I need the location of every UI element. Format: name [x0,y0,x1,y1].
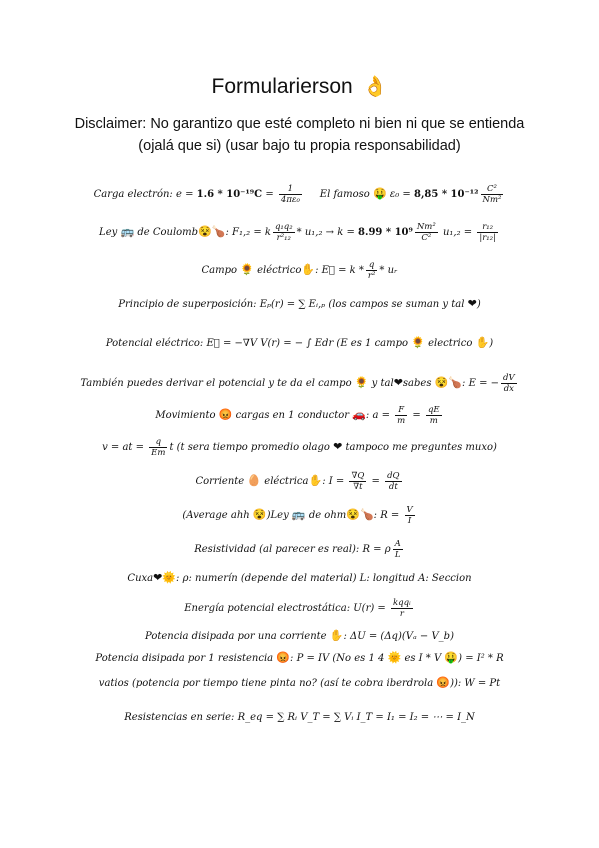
formula-text: Resistividad (al parecer es real): R = ρ [194,544,391,555]
dizzy-face-icon: 😵 [346,508,360,521]
fraction [477,222,498,243]
formula-text: Resistencias en serie: R_eq = ∑ Rᵢ V_T = ∑ Vᵢ I_T = I₁ = I₂ = ⋯ = I_N [124,712,475,723]
numerator: Nm² [416,222,436,232]
formula-text: de Coulomb [137,227,199,238]
fraction [501,373,517,394]
formula-text: Ley [99,227,118,238]
hand-icon: ✋ [301,263,316,276]
fraction [415,222,438,243]
formula-text: vatios (potencia por tiempo tiene pinta no? (así te cobra iberdrola [98,678,434,689]
fraction [273,222,295,243]
formula-text: También puedes derivar el potencial y te da el campo [80,378,352,389]
dizzy-face-icon: 😵 [198,225,212,238]
formula-text: u₁,₂ = [439,227,476,238]
numerator: V [406,505,413,515]
fraction [149,437,167,458]
bus-icon: 🚌 [120,225,135,238]
flower-icon: 🌻 [354,376,369,389]
hand-icon: ✋ [308,474,323,487]
fraction [349,471,366,492]
bus-icon: 🚌 [291,508,306,521]
denominator: |r₁₂| [479,233,496,243]
flower-icon: 🌻 [411,336,425,349]
numerator: qE [427,405,440,415]
numerator: r₁₂ [477,222,498,233]
numerator: q [149,437,167,448]
formula-text: sabes [402,378,432,389]
leg-icon: 🍗 [211,225,226,238]
formula-legend [0,571,599,584]
denominator: Nm² [482,195,502,205]
denominator: r² [367,271,376,281]
formula-electric-field [0,260,599,281]
formula-text: ) [476,299,481,310]
formula-text: tampoco me preguntes muxo) [345,442,497,453]
heart-icon: ❤ [467,297,477,310]
title-text: Formularierson [211,75,353,98]
formula-text: = [262,189,277,200]
formula-text: * uᵣ [379,265,398,276]
formula-text: eléctrica [264,476,309,487]
page-title [0,74,599,99]
formula-text: Campo [201,265,238,276]
formula-velocity [0,437,599,458]
formula-value: 8.99 * 10⁹ [358,227,413,238]
formula-text: t (t sera tiempo promedio olago [169,442,330,453]
formula-current [0,471,599,492]
formula-text: Principio de superposición: Eₚ(r) = ∑ Eᵢ,ₚ (los campos se suman y tal [118,299,465,310]
denominator: L [394,550,401,560]
formula-text: : P = IV (No es 1 4 [290,653,385,664]
denominator: dt [388,482,398,492]
formula-superposition [0,297,599,310]
fraction [395,405,407,426]
numerator: C² [481,184,504,195]
formula-text: )): W = Pt [450,678,501,689]
formula-text: El famoso [319,189,370,200]
formula-text: : E = − [462,378,500,389]
formula-text: : E⃗ = k * [315,265,364,276]
car-icon: 🚗 [352,408,366,421]
angry-face-icon: 😡 [218,408,233,421]
numerator: q₁q₂ [274,222,293,232]
denominator: r²₁₂ [276,233,291,243]
numerator: dQ [387,471,400,481]
numerator: A [394,539,401,549]
formula-text: eléctrico [257,265,302,276]
formula-power-resistance [0,651,599,664]
heart-icon: ❤ [393,376,403,389]
hand-icon: ✋ [329,629,344,642]
denominator: 4πε₀ [280,195,300,205]
formula-text: : ΔU = (Δq)(Vₐ − V_b) [343,631,454,642]
denominator: Em [151,448,166,458]
formula-text: Cuxa [127,573,154,584]
formula-text: de ohm [308,510,347,521]
formula-resistivity [0,539,599,560]
disclaimer: Disclaimer: No garantizo que esté completo ni bien ni que se entienda (ojalá que si) (usar bajo tu propia responsabilidad) [74,116,525,154]
dizzy-face-icon: 😵 [252,508,267,521]
formula-text: ) = I² * R [458,653,504,664]
heart-icon: ❤ [153,571,163,584]
numerator: q [366,260,377,271]
formula-value: 8,85 * 10⁻¹² [413,189,479,200]
formula-text: y tal [371,378,394,389]
fraction [405,505,415,526]
leg-icon: 🍗 [359,508,374,521]
dizzy-face-icon: 😵 [434,376,449,389]
sun-icon: 🌞 [387,651,402,664]
numerator: kqqᵢ [393,598,411,608]
formula-text: : F₁,₂ = k [225,227,271,238]
leg-icon: 🍗 [448,376,463,389]
formula-text: )Ley [266,510,289,521]
fraction [385,471,401,492]
formula-series-resistors [0,712,599,723]
formula-text: cargas en 1 conductor [235,410,350,421]
ok-hand-icon: 👌 [362,76,388,98]
numerator: dV [503,373,515,383]
sun-icon: 🌞 [162,571,177,584]
fraction [391,598,413,619]
formula-text: : I = [322,476,348,487]
formula-text: : a = [365,410,394,421]
formula-power-current [0,629,599,642]
formula-text: Carga electrón: e = [93,189,197,200]
money-face-icon: 🤑 [372,187,387,200]
formula-text: (Average ahh [182,510,250,521]
formula-electric-potential [0,336,599,349]
formula-text: Energía potencial electrostática: U(r) = [184,603,389,614]
angry-face-icon: 😡 [436,676,451,689]
formula-text: v = at = [102,442,148,453]
denominator: I [407,516,412,526]
formula-text: electrico [428,338,473,349]
formula-text: * u₁,₂ → k = [296,227,359,238]
denominator: dx [503,384,514,394]
fraction [366,260,377,281]
formula-text: Movimiento [155,410,216,421]
formula-text: = [368,476,384,487]
formula-text: Potencial eléctrico: E⃗ = −∇V V(r) = − ∫ Edr (E es 1 campo [105,338,409,349]
formula-text: Potencia disipada por 1 resistencia [95,653,274,664]
denominator: C² [421,233,432,243]
formula-motion [0,405,599,426]
denominator: m [397,416,406,426]
denominator: ∇t [353,482,363,492]
angry-face-icon: 😡 [276,651,291,664]
hand-icon: ✋ [475,336,490,349]
formula-derivative [0,373,599,394]
formula-text: : ρ: numerín (depende del material) L: longitud A: Seccion [176,573,472,584]
money-face-icon: 🤑 [444,651,459,664]
formula-text: : R = [373,510,403,521]
formula-coulomb [0,222,599,243]
denominator: r [399,609,404,619]
formula-text: Potencia disipada por una corriente [145,631,327,642]
egg-icon: 🥚 [247,474,262,487]
formula-value: 1.6 * 10⁻¹⁹C [196,189,263,200]
fraction [279,184,302,205]
heart-icon: ❤ [333,440,343,453]
formula-potential-energy [0,598,599,619]
formula-electron-charge [0,184,599,205]
formula-text: Corriente [195,476,245,487]
flower-icon: 🌻 [240,263,254,276]
formula-text: = [409,410,424,421]
fraction [426,405,442,426]
formula-text: es I * V [404,653,442,664]
fraction [393,539,403,560]
formula-ohm-law [0,505,599,526]
formula-watts [0,676,599,689]
numerator: F [395,405,407,416]
fraction [481,184,504,205]
denominator: m [429,416,438,426]
formula-text: ε₀ = [389,189,414,200]
numerator: 1 [279,184,302,195]
numerator: ∇Q [351,471,365,481]
formula-text: ) [489,338,494,349]
